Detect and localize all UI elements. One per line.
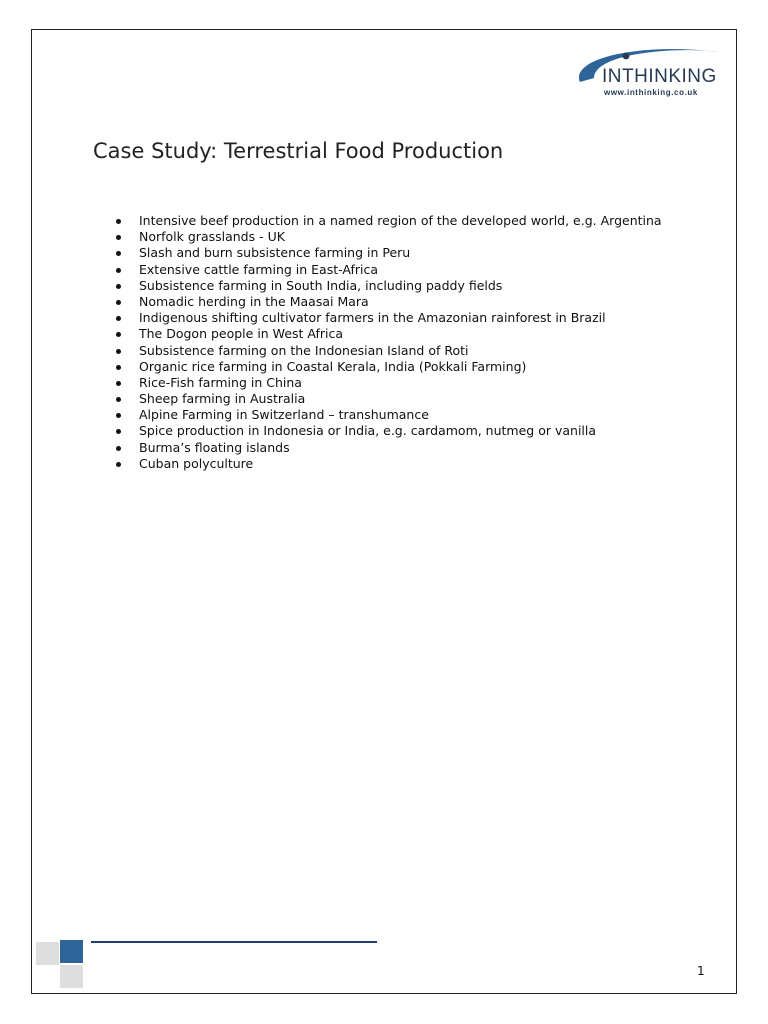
list-item — [115, 294, 662, 310]
list-item — [115, 375, 662, 391]
bullet-dot-icon — [116, 268, 121, 273]
list-item-text: Sheep farming in Australia — [139, 391, 306, 407]
list-item — [115, 245, 662, 261]
list-item — [115, 229, 662, 245]
case-study-list — [115, 213, 662, 472]
list-item-text: Extensive cattle farming in East-Africa — [139, 261, 379, 277]
bullet-dot-icon — [116, 251, 121, 256]
footer-square-blue — [60, 940, 83, 963]
list-item-text: Intensive beef production in a named region of the developed world, e.g. Argentina — [139, 213, 662, 228]
list-item — [115, 213, 662, 229]
bullet-dot-icon — [116, 397, 121, 402]
list-item-text: Spice production in Indonesia or India, e.g. cardamom, nutmeg or vanilla — [139, 423, 597, 439]
footer-square-grey — [36, 942, 59, 965]
list-item-text: Norfolk grasslands - UK — [139, 229, 285, 245]
bullet-dot-icon — [116, 429, 121, 434]
bullet-dot-icon — [116, 219, 121, 224]
list-item — [115, 456, 662, 472]
bullet-dot-icon — [116, 300, 121, 305]
bullet-dot-icon — [116, 284, 121, 289]
list-item-text: Organic rice farming in Coastal Kerala, India (Pokkali Farming) — [139, 358, 527, 374]
list-item — [115, 278, 662, 294]
list-item — [115, 359, 662, 375]
list-item-text: Burma’s floating islands — [139, 439, 290, 455]
logo-wordmark: INTHINKING — [602, 66, 717, 87]
list-item-text: Nomadic herding in the Maasai Mara — [139, 293, 369, 309]
list-item — [115, 391, 662, 407]
footer-square-grey — [60, 965, 83, 988]
list-item — [115, 423, 662, 439]
logo-url-text: www.inthinking.co.uk — [604, 88, 698, 97]
list-item — [115, 343, 662, 359]
list-item — [115, 326, 662, 342]
list-item — [115, 310, 662, 326]
bullet-dot-icon — [116, 446, 121, 451]
inthinking-logo — [572, 40, 724, 100]
bullet-dot-icon — [116, 365, 121, 370]
list-item — [115, 440, 662, 456]
list-item-text: Subsistence farming on the Indonesian Island of Roti — [139, 342, 469, 358]
list-item-text: Subsistence farming in South India, including paddy fields — [139, 277, 503, 293]
bullet-dot-icon — [116, 332, 121, 337]
list-item-text: Rice-Fish farming in China — [139, 374, 302, 390]
list-item-text: Alpine Farming in Switzerland – transhumance — [139, 407, 429, 423]
bullet-dot-icon — [116, 316, 121, 321]
bullet-dot-icon — [116, 349, 121, 354]
list-item — [115, 262, 662, 278]
list-item-text: Slash and burn subsistence farming in Peru — [139, 245, 411, 261]
page-number: 1 — [697, 964, 705, 978]
bullet-dot-icon — [116, 462, 121, 467]
page-title: Case Study: Terrestrial Food Production — [93, 139, 504, 163]
footer-rule — [91, 941, 377, 943]
list-item-text: Indigenous shifting cultivator farmers in the Amazonian rainforest in Brazil — [139, 310, 606, 326]
bullet-dot-icon — [116, 235, 121, 240]
bullet-dot-icon — [116, 381, 121, 386]
list-item-text: The Dogon people in West Africa — [139, 326, 344, 342]
list-item-text: Cuban polyculture — [139, 455, 254, 471]
page-frame — [31, 29, 737, 994]
list-item — [115, 407, 662, 423]
bullet-dot-icon — [116, 413, 121, 418]
